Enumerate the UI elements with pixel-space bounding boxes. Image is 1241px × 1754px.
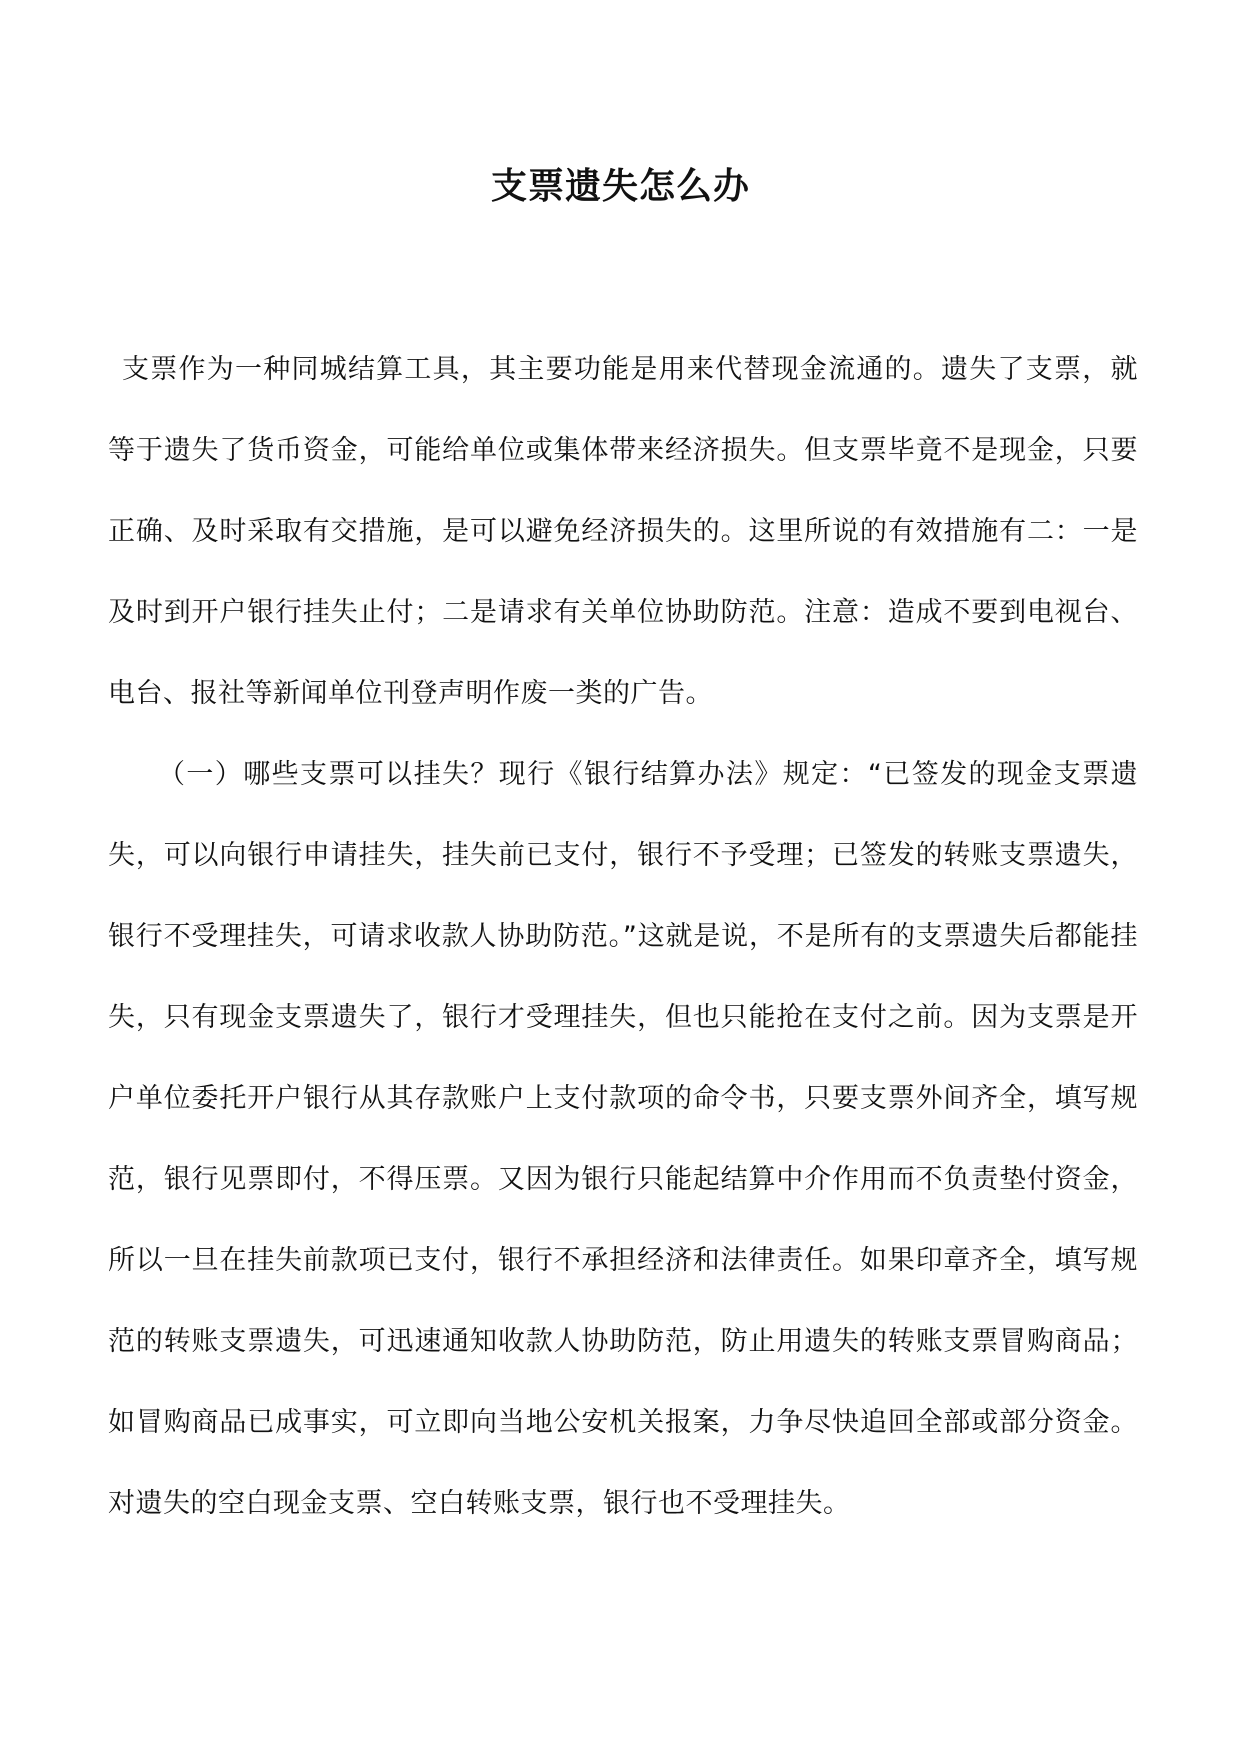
paragraph-section-one: （一）哪些支票可以挂失？现行《银行结算办法》规定：“已签发的现金支票遗失，可以向银行申请挂失，挂失前已支付，银行不予受理；已签发的转账支票遗失，银行不受理挂失，可请求收款人协助防范。”这就是说，不是所有的支票遗失后都能挂失，只有现金支票遗失了，银行才受理挂失，但也只能抢在支付之前。因为支票是开户单位委托开户银行从其存款账户上支付款项的命令书，只要支票外间齐全，填写规范，银行见票即付，不得压票。又因为银行只能起结算中介作用而不负责垫付资金，所以一旦在挂失前款项已支付，银行不承担经济和法律责任。如果印章齐全，填写规范的转账支票遗失，可迅速通知收款人协助防范，防止用遗失的转账支票冒购商品；如冒购商品已成事实，可立即向当地公安机关报案，力争尽快追回全部或部分资金。对遗失的空白现金支票、空白转账支票，银行也不受理挂失。 bbox=[108, 759, 1138, 1519]
paragraph-intro: 支票作为一种同城结算工具，其主要功能是用来代替现金流通的。遗失了支票，就等于遗失了货币资金，可能给单位或集体带来经济损失。但支票毕竟不是现金，只要正确、及时采取有交措施，是可以避免经济损失的。这里所说的有效措施有二：一是及时到开户银行挂失止付；二是请求有关单位协助防范。注意：造成不要到电视台、电台、报社等新闻单位刊登声明作废一类的广告。 bbox=[108, 354, 1138, 709]
document-title: 支票遗失怎么办 bbox=[490, 165, 750, 207]
